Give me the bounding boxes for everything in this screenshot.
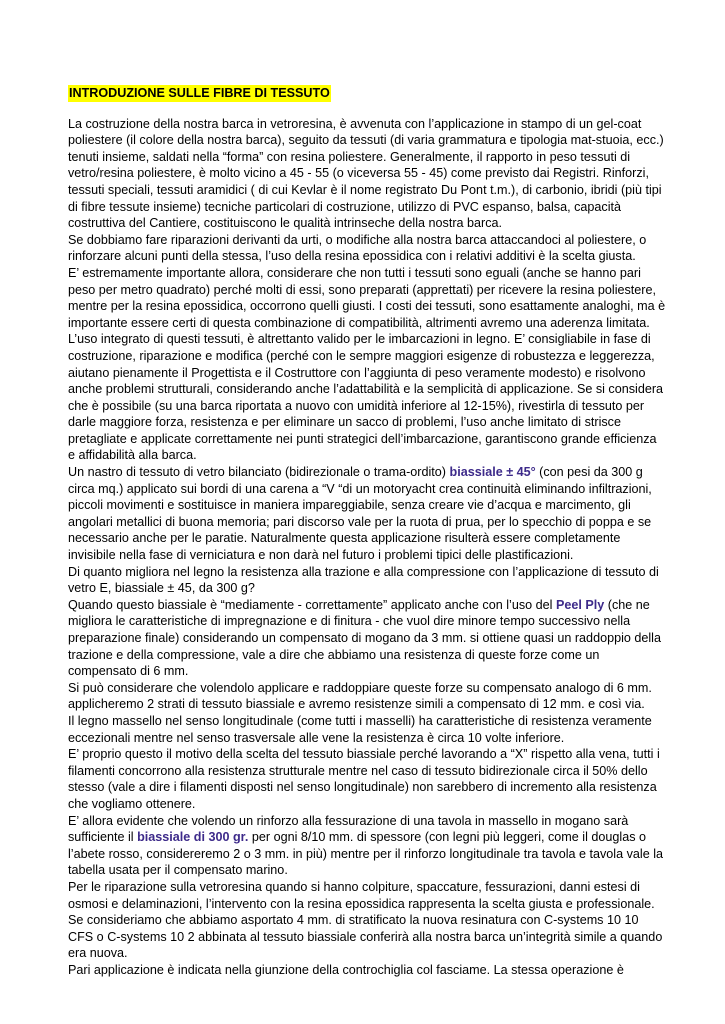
peel-ply-text-c: (che ne migliora le caratteristiche di impregnazione e di finitura - che vuol dire minore tempo successivo nella preparazione finale) considerando un compensato di mogano da 3 mm. si ottiene quasi un raddoppio della trazione e della compressione, vale a dire che abbiamo una resistenza di queste forze come un compensato di 6 mm. [68, 597, 661, 679]
paragraph-question: Di quanto migliora nel legno la resistenza alla trazione e alla compressione con l’applicazione di tessuto di vetro E, biassiale ± 45, da 300 g? [68, 564, 659, 596]
paragraph-wood-boats: L’uso integrato di questi tessuti, è altrettanto valido per le imbarcazioni in legno. E’ consigliabile in fase di costruzione, riparazione e modifica (perché con le sempre maggiori esigenze di robustezza e leggerezza, aiutano pienamente il Progettista e il Costruttore con l’aggiunta di peso veramente modesto) e risolvono anche problemi strutturali, considerando anche l’adattabilità e la semplicità di applicazione. Se si considera che è possibile (su una barca riportata a nuovo con umidità inferiore al 12-15%), rivestirla di tessuto per darle maggiore forza, resistenza e per eliminare un sacco di problemi, l’uso anche limitato di strisce pretagliate e applicate correttamente nei punti strategici dell’imbarcazione, garantiscono grande efficienza e affidabilità alla barca. [68, 332, 664, 463]
mahogany-text-c: per ogni 8/10 mm. di spessore (con legni più leggeri, come il douglas o l’abete rosso, considereremo 2 o 3 mm. in più) mentre per il rinforzo longitudinale tra tavola e tavola vale la tabella usata per il compensato marino. [68, 830, 664, 878]
paragraph-x-orientation: E’ proprio questo il motivo della scelta del tessuto biassiale perché lavorando a “X” rispetto alla vena, tutti i filamenti concorrono alla resistenza strutturale mentre nel caso di tessuto bidirezionale circa il 50% dello stesso (vale a dire i filamenti disposti nel senso longitudinale) non sarebbero di incremento alla resistenza che vogliamo ottenere. [68, 747, 660, 811]
paragraph-construction: La costruzione della nostra barca in vetroresina, è avvenuta con l’applicazione in stampo di un gel-coat poliestere (il colore della nostra barca), seguito da tessuti (di varia grammatura e tipologia mat-stuoia, ecc.) tenuti insieme, saldati nella “forma” con resina poliestere. Generalmente, il rapporto in peso tessuti di vetro/resina poliestere, è molto vicino a 45 - 55 (o viceversa 55 - 45) come previsto dai Registri. Rinforzi, tessuti speciali, tessuti aramidici ( di cui Kevlar è il nome registrato Du Pont t.m.), di carbonio, ibridi (più tipi di fibre tessute insieme) tecniche particolari di costruzione, utilizzo di PVC espanso, balsa, capacità costruttiva del Cantiere, costituiscono le qualità intrinseche della nostra barca. [68, 116, 664, 231]
paragraph-solid-wood: Il legno massello nel senso longitudinale (come tutti i masselli) ha caratteristiche di resistenza veramente eccezionali mentre nel senso trasversale alle vene la resistenza è circa 10 volte inferiore. [68, 713, 652, 745]
paragraph-peel-ply [68, 597, 667, 680]
biaxial-tape-text-a: Un nastro di tessuto di vetro bilanciato (bidirezionale o trama-ordito) [68, 465, 450, 480]
paragraph-mahogany [68, 813, 667, 879]
paragraph-fiberglass-repairs: Per le riparazione sulla vetroresina quando si hanno colpiture, spaccature, fessurazioni, danni estesi di osmosi e delaminazioni, l’intervento con la resina epossidica rappresenta la scelta giusta e professionale. Se consideriamo che abbiamo asportato 4 mm. di stratificato la nuova resinatura con C-systems 10 10 CFS o C-systems 10 2 abbinata al tessuto biassiale conferirà alla nostra barca un’integrità simile a quando era nuova. [68, 879, 663, 961]
biaxial-45-highlight: biassiale ± 45° [449, 465, 536, 480]
document-title: INTRODUZIONE SULLE FIBRE DI TESSUTO [69, 86, 330, 100]
paragraph-repairs: Se dobbiamo fare riparazioni derivanti da urti, o modifiche alla nostra barca attaccandoci al poliestere, o rinforzare alcuni punti della stessa, l’uso della resina epossidica con i relativi additivi è la scelta giusta. [68, 232, 647, 264]
biaxial-tape-text-c: (con pesi da 300 g circa mq.) applicato sui bordi di una carena a “V “di un motoryacht crea continuità eliminando infiltrazioni, piccoli movimenti e sostituisce in maniera impareggiabile, senza creare vie d’acqua e marcimento, gli angolari metallici di buona memoria; pari discorso vale per la ruota di prua, per lo specchio di poppa e se necessario anche per le paratie. Naturalmente questa applicazione risulterà essere completamente invisibile nella fase di verniciatura e non darà nel futuro i problemi tipici delle plastificazioni. [68, 465, 652, 563]
mahogany-text-a: E’ allora evidente che volendo un rinforzo alla fessurazione di una tavola in massello in mogano sarà sufficiente il [68, 813, 629, 845]
paragraph-doubling: Si può considerare che volendolo applicare e raddoppiare queste forze su compensato analogo di 6 mm. applicheremo 2 strati di tessuto biassiale e avremo resistenze simili a compensato di 12 mm. e così via. [68, 680, 652, 712]
biaxial-300-highlight: biassiale di 300 gr. [137, 830, 249, 845]
paragraph-biaxial-tape [68, 464, 667, 564]
paragraph-keelson: Pari applicazione è indicata nella giunzione della controchiglia col fasciame. La stessa operazione è [68, 962, 624, 977]
document-body [68, 116, 667, 979]
peel-ply-text-a: Quando questo biassiale è “mediamente - correttamente” applicato anche con l’uso del [68, 597, 556, 612]
paragraph-fabrics: E’ estremamente importante allora, considerare che non tutti i tessuti sono eguali (anche se hanno pari peso per metro quadrato) perché molti di essi, sono preparati (apprettati) per ricevere la resina poliestere, mentre per la resina epossidica, occorrono quelli giusti. I costi dei tessuti, sono esattamente analoghi, ma è importante essere certi di questa combinazione di compatibilità, altrimenti avremo una aderenza limitata. [68, 265, 666, 330]
peel-ply-highlight: Peel Ply [555, 597, 605, 612]
